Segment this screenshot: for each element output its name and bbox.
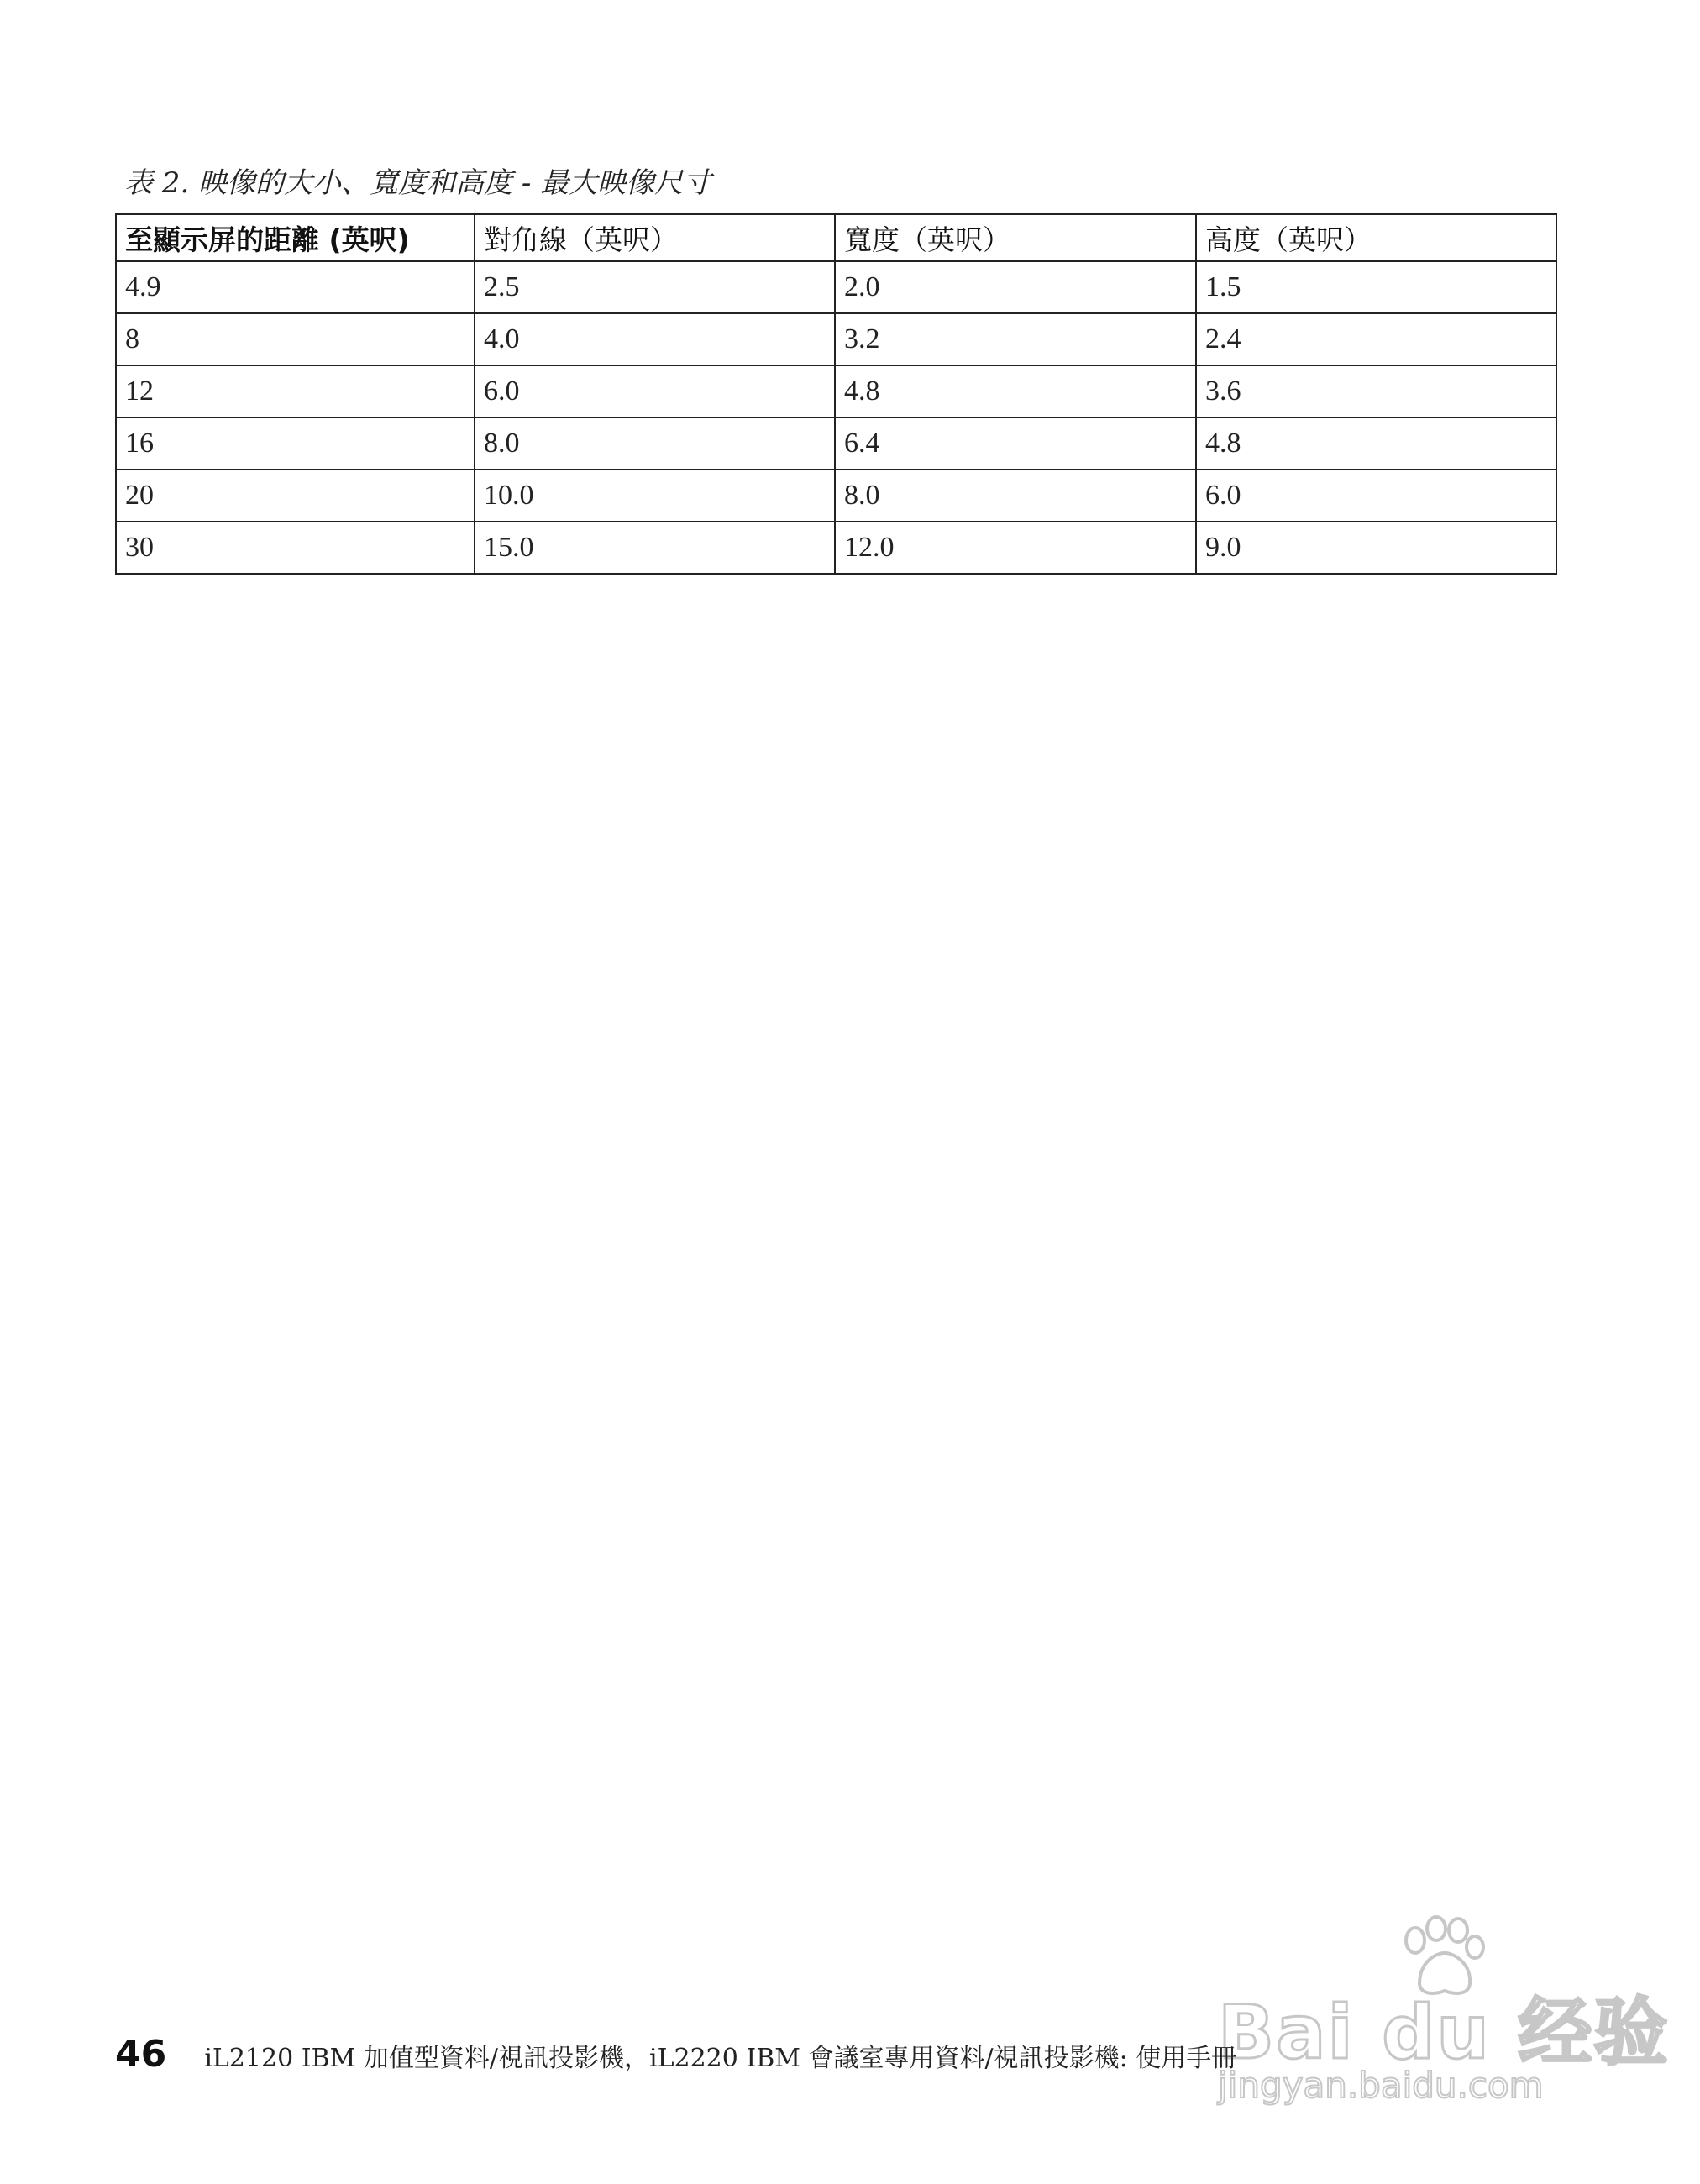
header-height: 高度（英呎）: [1196, 214, 1556, 261]
table-caption: 表 2. 映像的大小、寬度和高度 - 最大映像尺寸: [124, 166, 712, 200]
cell-diagonal: 10.0: [475, 470, 835, 522]
table-row: [116, 313, 1556, 365]
footer-title: iL2120 IBM 加值型資料/視訊投影機，iL2220 IBM 會議室專用資料/視訊投影機: 使用手冊: [204, 2044, 1237, 2073]
cell-distance: 30: [116, 522, 475, 574]
cell-distance: 8: [116, 313, 475, 365]
header-width: 寬度（英呎）: [835, 214, 1196, 261]
cell-height: 9.0: [1196, 522, 1556, 574]
table-row: [116, 522, 1556, 574]
cell-height: 6.0: [1196, 470, 1556, 522]
cell-width: 3.2: [835, 313, 1196, 365]
cell-height: 1.5: [1196, 261, 1556, 313]
page-number: 46: [115, 2033, 167, 2076]
cell-diagonal: 2.5: [475, 261, 835, 313]
watermark-brand: Bai du 经验: [1218, 1989, 1670, 2076]
cell-diagonal: 8.0: [475, 417, 835, 470]
cell-diagonal: 4.0: [475, 313, 835, 365]
header-diagonal: 對角線（英呎）: [475, 214, 835, 261]
cell-height: 2.4: [1196, 313, 1556, 365]
table-row: [116, 365, 1556, 417]
header-distance: 至顯示屏的距離 (英呎): [116, 214, 475, 261]
table-row: [116, 417, 1556, 470]
cell-distance: 16: [116, 417, 475, 470]
cell-width: 2.0: [835, 261, 1196, 313]
cell-diagonal: 6.0: [475, 365, 835, 417]
cell-width: 8.0: [835, 470, 1196, 522]
cell-width: 6.4: [835, 417, 1196, 470]
cell-distance: 4.9: [116, 261, 475, 313]
table-row: [116, 470, 1556, 522]
table-row: [116, 261, 1556, 313]
cell-width: 4.8: [835, 365, 1196, 417]
cell-height: 3.6: [1196, 365, 1556, 417]
cell-diagonal: 15.0: [475, 522, 835, 574]
watermark-url: jingyan.baidu.com: [1218, 2065, 1544, 2106]
cell-width: 12.0: [835, 522, 1196, 574]
baidu-watermark: [1201, 1915, 1670, 2108]
image-size-table: [115, 213, 1557, 575]
table-header-row: [116, 214, 1556, 261]
cell-distance: 20: [116, 470, 475, 522]
cell-height: 4.8: [1196, 417, 1556, 470]
page-footer: [115, 2033, 1236, 2076]
cell-distance: 12: [116, 365, 475, 417]
